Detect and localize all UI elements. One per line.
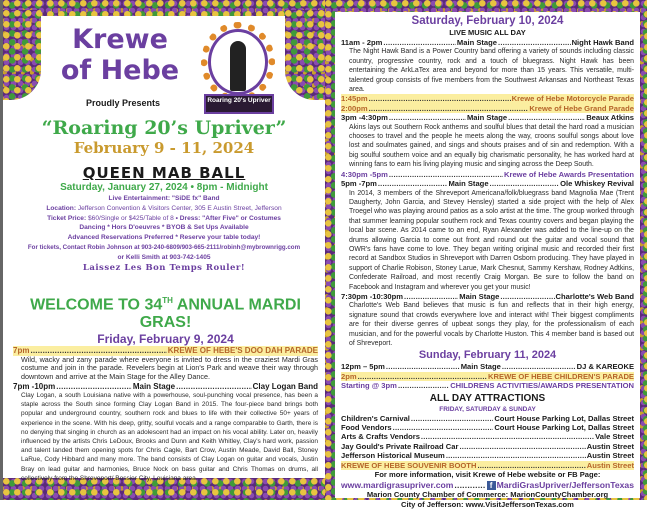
schedule-row-charlottes-web: 7:30pm -10:30pm ..... Main Stage ..... Charlotte's Web Band [341, 292, 634, 301]
clay-logan-description: Clay Logan, a south Louisiana native with a powerhouse, soul-punching vocal presence, has been a staple across the South since forming Clay Logan Band in 2015. The four-piece band brings both popular and underground country, southern rock and blues to life with their collective 50+ years of experience in the scene. With his deep, gritty, soulful vocals and a range comparable to Garth, there is no denying that singing in church as an adolescent had an impact on his vocal ability. Later on, heavily influenced by the artists Chris LeDoux, Brooks and Dunn and Keith Whitley, Clay's hard work, passion and talent landed them opening spots for Chris Cagle, Bart Crow, Austin Meade, David Ball, Stoney LaRue, Cody Hibbard and many more. The band consists of Clay Logan on guitar and vocals, Justin Bray on lead guitar and harmonies, Bruce Nock on bass guitar and Chris Thomas on drums, all collectively from the Shreveport/ Bossier City, Louisiana area. [21, 391, 318, 482]
welcome-title: WELCOME TO 34TH ANNUAL MARDI GRAS! [30, 296, 301, 332]
attractions-title: ALL DAY ATTRACTIONS [429, 392, 546, 404]
ball-entertainment: Live Entertainment: "SiDE fx" Band [108, 195, 220, 202]
website-link[interactable]: www.mardigrasupriver.com [341, 480, 454, 491]
schedule-row-night-hawk: 11am - 2pm ..... Main Stage ..... Night Hawk Band [341, 38, 634, 47]
attraction-row: Children's Carnival ..... Court House Parking Lot, Dallas Street [341, 414, 634, 423]
schedule-row-dj: 12pm – 5pm ..... Main Stage ..... DJ & KAREOKE [341, 362, 634, 371]
schedule-row-motorcycle-parade: 1:45pm ..... Krewe of Hebe Motorcycle Parade [341, 94, 634, 103]
left-page [0, 0, 322, 500]
saturday-date: Saturday, February 10, 2024 [411, 15, 564, 27]
proudly-presents: Proudly Presents [85, 98, 161, 108]
night-hawk-description: The Night Hawk Band is a Power Country band offering a variety of sounds including classic country, progressive country, rock and a touch of bluegrass. Night Hawk has been entertaining the ArkLaTex area and beyond for more than 15 years. This versatile, multi-talented group consists of five members from the Southwest Arkansas and Northeast Texas area. [349, 48, 634, 94]
schedule-row-beaux-atkins: 3pm -4:30pm ..... Main Stage ..... Beaux Atkins [341, 113, 634, 122]
attraction-row: Food Vendors ..... Court House Parking Lot, Dallas Street [341, 423, 634, 432]
ole-whiskey-description: In 2014, 3 members of the Shreveport Americana/folk/bluegrass band Magnolia Mae (Trent Daugherty, John Garcia, and Stevey Hensley) started a side project with the help of Alex Troegel who was playing around patios as a solo artist at the time. The group worked through that summer learning popular southern rock and Texas country covers and began playing the local bar scene. As 2014 came to an end, Ryan Alexander was added to the line-up on the drums allowing Garcia to come out front and round out the guitar and vocal sound that OWR's fans have come to love. They began writing original music and recorded their first record at Sandbox Studios in Shreveport with Darren Osborn producing. They have played in support of Charlie Robison, Stoney Larue, Mark Chesnut, Sammy Kershaw, Rodney Adtkins, Confederate Railroad, and most recently Craig Morgan. Be sure to follow the band on Facebook and Instagram and wherever you get your music! [349, 189, 634, 291]
friday-section [13, 292, 318, 483]
schedule-row-ole-whiskey: 5pm -7pm ..... Main Stage ..... Ole Whiskey Revival [341, 179, 634, 188]
queen-mab-ball-section [3, 164, 325, 273]
ball-motto: Laissez Les Bon Temps Rouler! [82, 262, 246, 273]
ball-title: QUEEN MAB BALL [82, 164, 246, 182]
title-line-2: of Hebe [60, 55, 180, 86]
logo-caption: Roaring 20's Upriver [204, 94, 274, 114]
footer-info: For more information, visit Krewe of Hebe website or FB Page: [374, 470, 601, 480]
attraction-row: Arts & Crafts Vendors ..... Vale Street [341, 432, 634, 441]
attraction-row: Jefferson Historical Museum ..... Austin Street [341, 451, 634, 460]
sunday-date: Sunday, February 11, 2024 [418, 349, 557, 362]
logo-dancers-icon [201, 22, 275, 102]
facebook-icon: f [487, 481, 496, 490]
schedule-row-doo-dah-parade: 7pm ..... KREWE OF HEBE'S DOO DAH PARADE [13, 346, 318, 355]
ball-reservations: Advanced Reservations Preferred * Reserve your table today! [67, 234, 261, 242]
beads-left-decoration [3, 10, 41, 100]
ball-contact-2: or Kelli Smith at 903-742-1405 [117, 253, 211, 261]
attraction-row: Jay Gould's Private Railroad Car ..... Austin Street [341, 442, 634, 451]
charlottes-web-description: Charlotte's Web Band believes that music is fun and reflects that in their high energy, signature sound that crowds everywhere love and interact with! Their biggest compliments are for their diverse genres of upbeat songs they play, for the professionalism of each musician, and for the powerful vocals by Charlotte Huston. This 4 member band is based out of Shreveport. [349, 302, 634, 347]
schedule-panel [335, 12, 640, 510]
schedule-row-grand-parade: 2:00pm ..... Krewe of Hebe Grand Parade [341, 104, 634, 113]
ball-price: Ticket Price: $60/Single or $425/Table of 8 • Dress: "After Five" or Costumes [47, 214, 281, 222]
right-page [325, 0, 647, 510]
ball-contact: For tickets, Contact Robin Johnson at 903-240-6809/903-665-2111/robinh@mybrownrigg.com [27, 243, 301, 251]
footer-city: City of Jefferson: www.VisitJeffersonTexas.com [401, 500, 574, 510]
saturday-subtitle: LIVE MUSIC ALL DAY [449, 28, 526, 37]
friday-date: Friday, February 9, 2024 [97, 332, 234, 347]
ball-date: Saturday, January 27, 2024 • 8pm - Midnight [60, 182, 268, 193]
event-theme: “Roaring 20’s Upriver” [41, 117, 287, 139]
footer-links [341, 480, 634, 490]
ball-extras: Dancing * Hors D'oeuvres * BYOB & Set Ups Available [79, 224, 249, 232]
event-dates: February 9 - 11, 2024 [73, 139, 255, 157]
schedule-row-awards: 4:30pm -5pm ..... Krewe of Hebe Awards Presentation [341, 170, 634, 179]
beaux-atkins-description: Akins lays out Southern Rock anthems and soulful blues that detail the hard road a musician chooses to travel and the people he meets along the way, croons soulful songs about love lost and soulmates gained, and sings and shouts praises and of sin and redemption. With a big soulful southern voice and an equally big charismatic personality, he has worked hard at winning fans to earn his living playing music and singing across the Deep South. [349, 123, 634, 169]
schedule-row-childrens-parade: 2pm ..... KREWE OF HEBE CHILDREN'S PARADE [341, 372, 634, 381]
attractions-subtitle: FRIDAY, SATURDAY & SUNDAY [439, 405, 536, 413]
schedule-row-clay-logan: 7pm -10pm ..... Main Stage ..... Clay Logan Band [13, 382, 318, 391]
footer-chamber: Marion County Chamber of Commerce: MarionCountyChamber.org [366, 490, 609, 500]
schedule-row-activities: Starting @ 3pm ..... CHILDRENS ACTIVITIES/AWARDS PRESENTATION [341, 381, 634, 390]
facebook-link[interactable]: MardiGrasUpriver/JeffersonTexas [496, 480, 634, 491]
beads-right-decoration [285, 10, 325, 100]
attractions-list [341, 414, 634, 470]
krewe-title [55, 24, 185, 86]
attraction-row: KREWE OF HEBE SOUVENIR BOOTH ..... Austin Street [341, 461, 634, 470]
ball-location: Location: Jefferson Convention & Visitors Center, 305 E Austin Street, Jefferson [46, 204, 282, 212]
parade-description: Wild, wacky and zany parade where everyone is invited to dress in the craziest Mardi Gras costume and join in the parade. Revelers begin at Lion's Park and weave their way through downtown and arrive at the Main Stage for the Alley Dance. [21, 354, 318, 381]
title-line-1: Krewe [72, 24, 168, 55]
beads-top-decoration [3, 0, 325, 16]
